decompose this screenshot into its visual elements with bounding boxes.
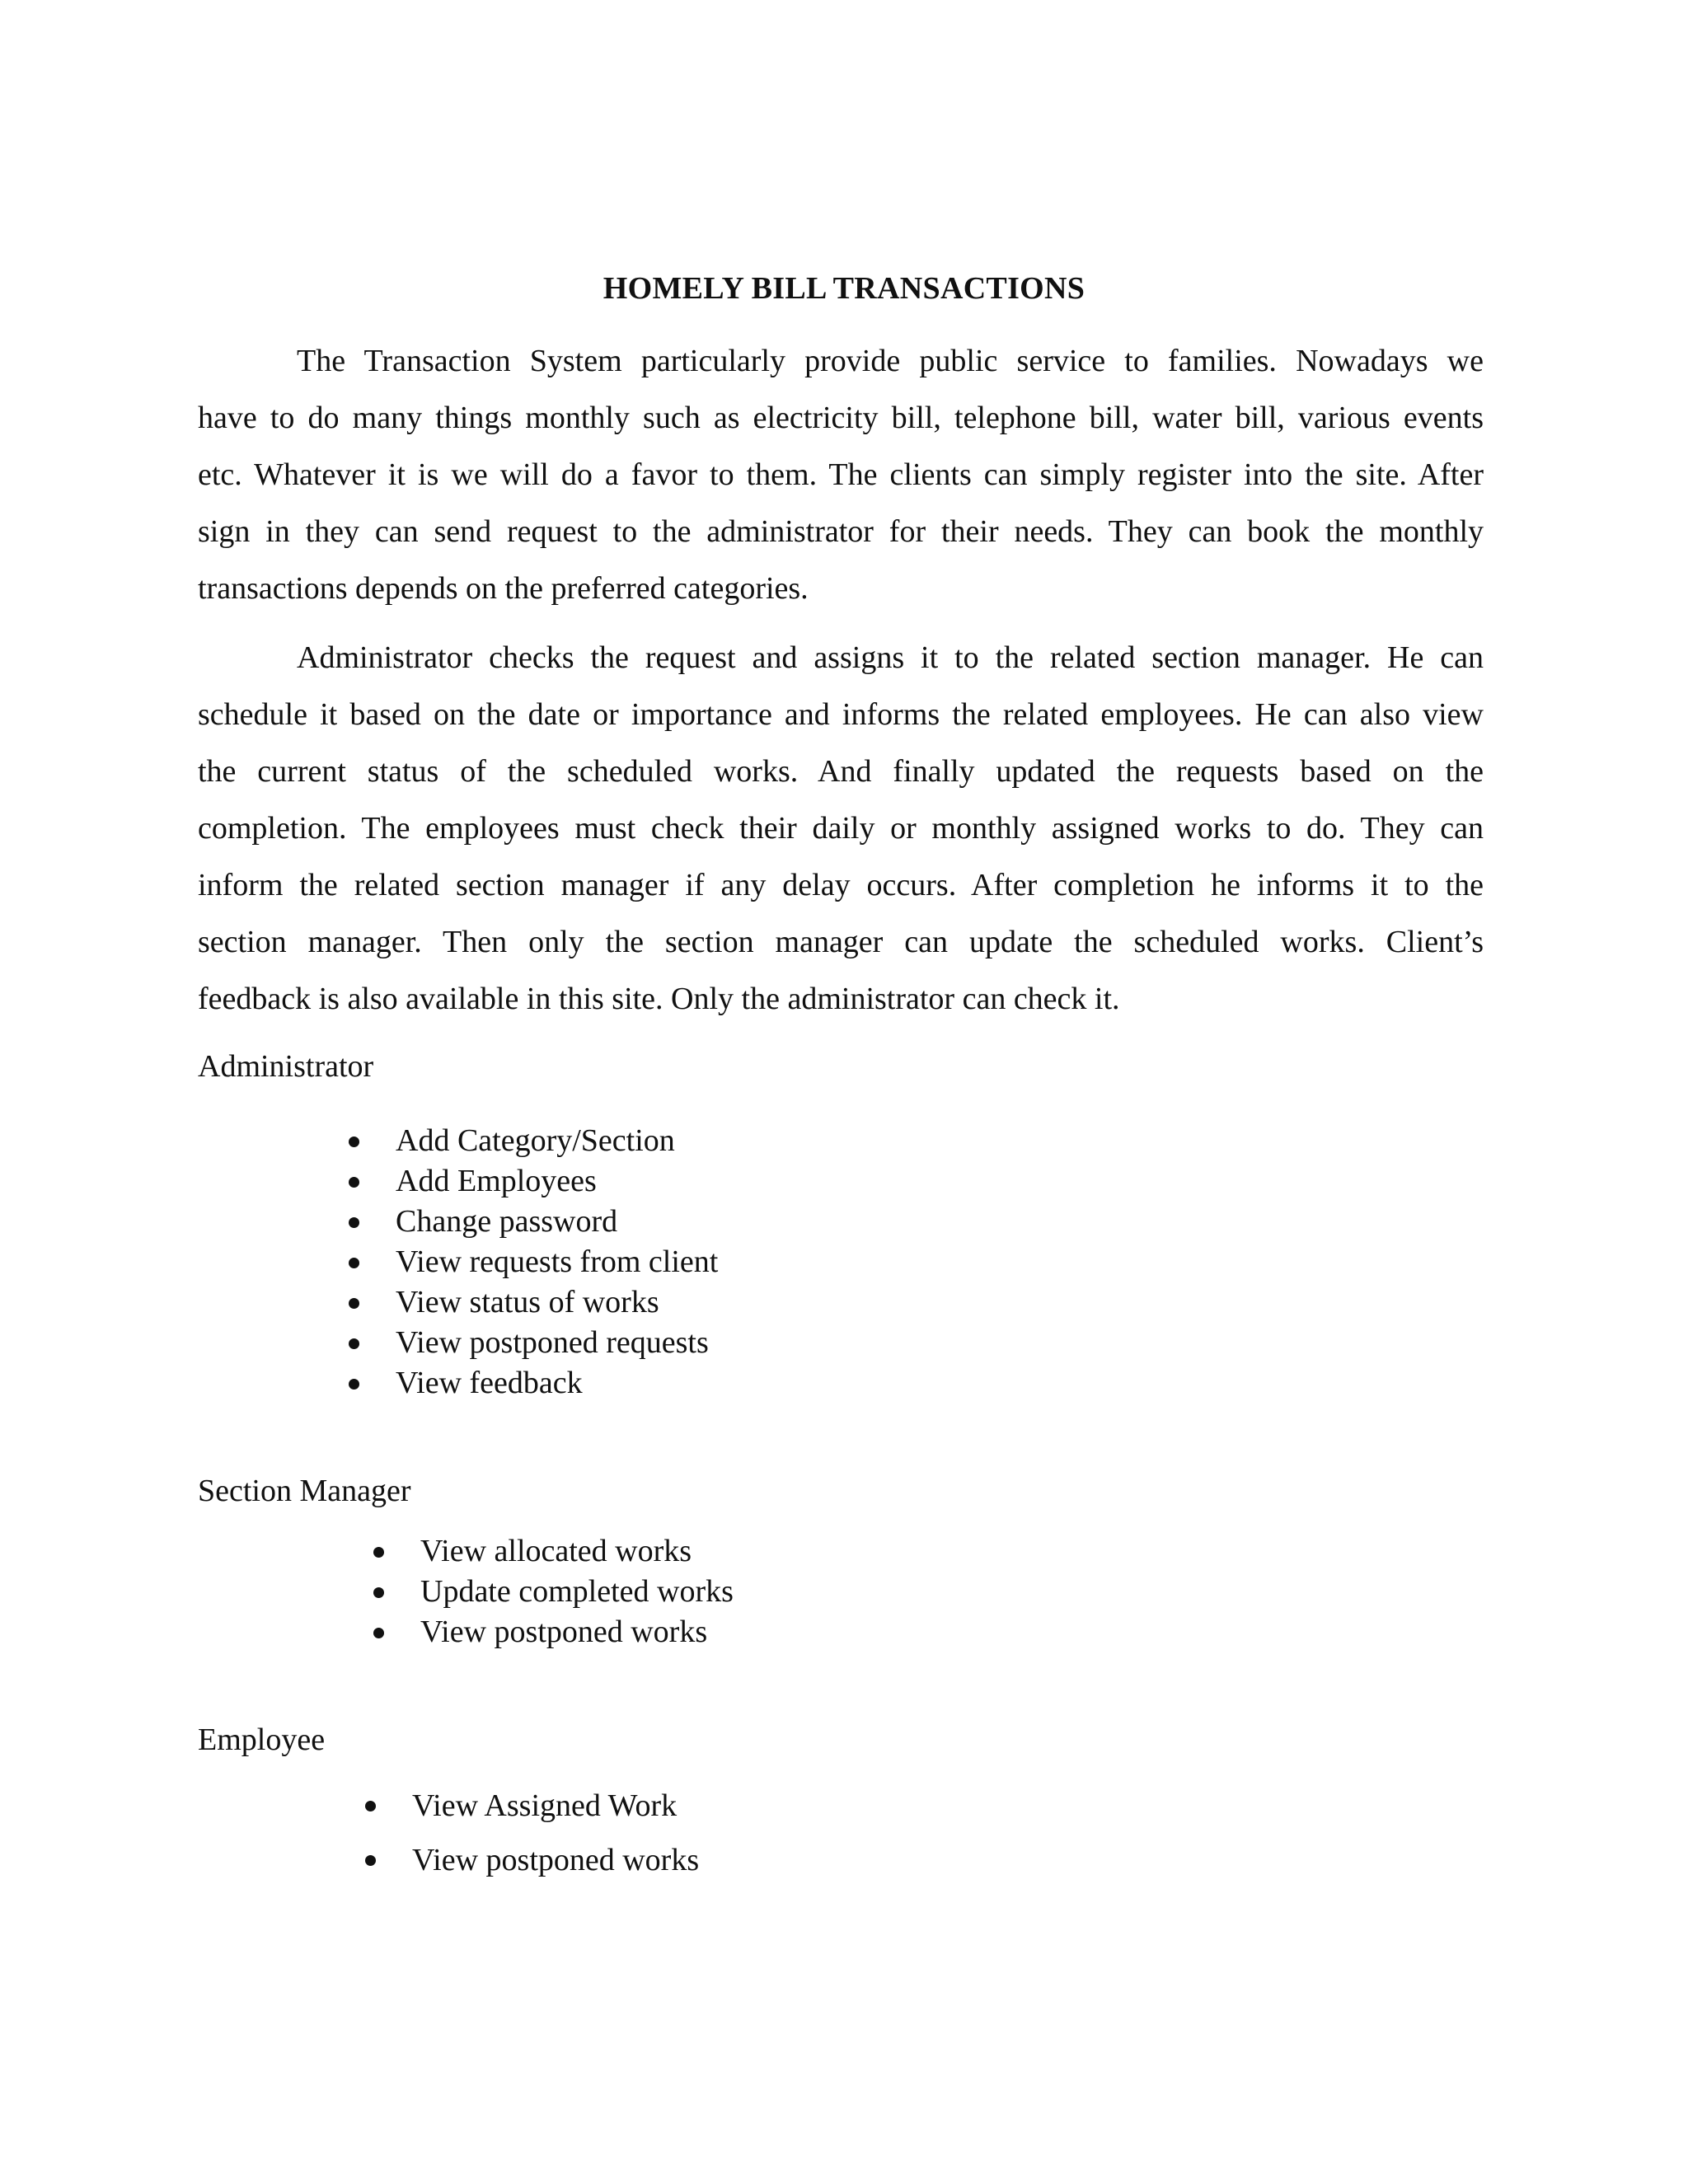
- paragraph-line: sign in they can send request to the administrator for their needs. They can book the monthly: [198, 514, 1484, 549]
- bullet-icon: [349, 1177, 359, 1188]
- bullet-icon: [349, 1298, 359, 1309]
- list-item-label: View status of works: [396, 1285, 659, 1319]
- document-title: HOMELY BILL TRANSACTIONS: [603, 271, 1085, 306]
- list-item: [420, 1531, 734, 1572]
- bullet-icon: [365, 1801, 376, 1811]
- list-item-label: View allocated works: [420, 1534, 692, 1568]
- list-item-label: Add Employees: [396, 1164, 597, 1198]
- bullet-icon: [349, 1137, 359, 1147]
- administrator-heading: Administrator: [198, 1049, 374, 1084]
- bullet-icon: [349, 1379, 359, 1390]
- section-manager-feature-list: [420, 1531, 734, 1652]
- list-item-label: Change password: [396, 1204, 618, 1239]
- list-item: [396, 1202, 718, 1242]
- list-item: [412, 1779, 699, 1833]
- paragraph-line: inform the related section manager if any delay occurs. After completion he informs it to the: [198, 868, 1484, 902]
- list-item-label: View postponed works: [420, 1615, 708, 1649]
- list-item: [396, 1161, 718, 1202]
- list-item: [420, 1572, 734, 1612]
- list-item: [396, 1323, 718, 1363]
- paragraph-line: section manager. Then only the section manager can update the scheduled works. Client’s: [198, 925, 1484, 959]
- list-item: [396, 1282, 718, 1323]
- paragraph-line: the current status of the scheduled works. And finally updated the requests based on the: [198, 754, 1484, 789]
- intro-paragraph: [198, 333, 1484, 617]
- list-item-label: View feedback: [396, 1366, 583, 1400]
- list-item: [420, 1612, 734, 1652]
- list-item: [396, 1121, 718, 1161]
- list-item-label: Update completed works: [420, 1574, 734, 1609]
- list-item: [412, 1833, 699, 1887]
- bullet-icon: [365, 1855, 376, 1866]
- list-item-label: View Assigned Work: [412, 1788, 678, 1823]
- paragraph-line: The Transaction System particularly provide public service to families. Nowadays we: [297, 344, 1484, 378]
- employee-feature-list: [412, 1779, 699, 1887]
- paragraph-line: feedback is also available in this site. Only the administrator can check it.: [198, 982, 1120, 1016]
- list-item-label: View postponed requests: [396, 1325, 709, 1360]
- workflow-paragraph: [198, 630, 1484, 1028]
- list-item: [396, 1242, 718, 1282]
- paragraph-line: transactions depends on the preferred categories.: [198, 571, 809, 606]
- paragraph-line: etc. Whatever it is we will do a favor to them. The clients can simply register into the site. After: [198, 457, 1484, 492]
- paragraph-line: completion. The employees must check their daily or monthly assigned works to do. They can: [198, 811, 1484, 846]
- administrator-feature-list: [396, 1121, 718, 1404]
- section-manager-heading: Section Manager: [198, 1474, 411, 1508]
- list-item: [396, 1363, 718, 1404]
- list-item-label: View requests from client: [396, 1244, 719, 1279]
- bullet-icon: [373, 1628, 384, 1638]
- bullet-icon: [373, 1587, 384, 1598]
- paragraph-line: have to do many things monthly such as electricity bill, telephone bill, water bill, various events: [198, 401, 1484, 435]
- bullet-icon: [349, 1217, 359, 1228]
- list-item-label: Add Category/Section: [396, 1123, 675, 1158]
- bullet-icon: [349, 1338, 359, 1349]
- employee-heading: Employee: [198, 1722, 326, 1757]
- paragraph-line: Administrator checks the request and assigns it to the related section manager. He can: [297, 640, 1484, 675]
- bullet-icon: [349, 1258, 359, 1268]
- paragraph-line: schedule it based on the date or importance and informs the related employees. He can also view: [198, 697, 1484, 732]
- list-item-label: View postponed works: [412, 1843, 700, 1877]
- bullet-icon: [373, 1547, 384, 1558]
